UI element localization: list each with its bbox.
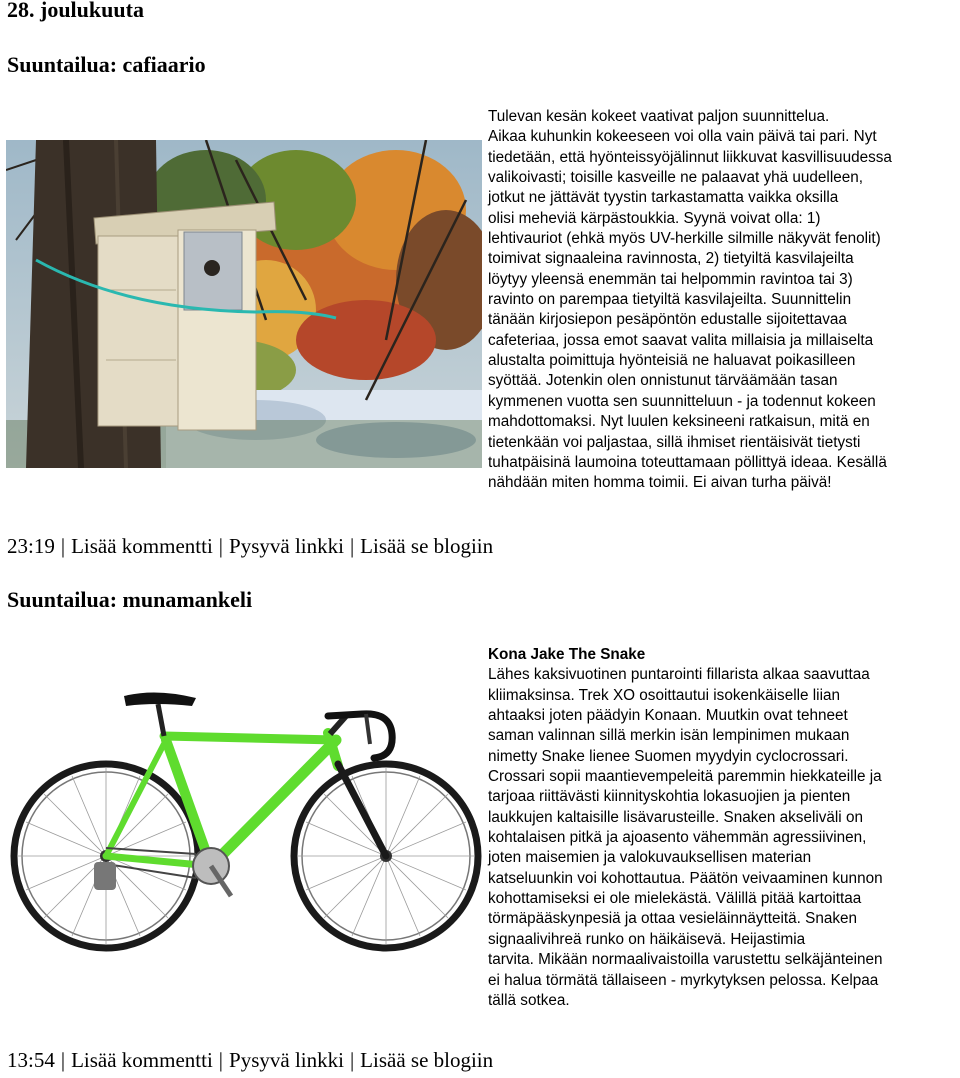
add-to-blog-link[interactable]: Lisää se blogiin [360,534,494,558]
post-subtitle: Kona Jake The Snake [488,646,646,663]
text-line: kohtalaisen pitkä ja ajoasento vähemmän agressiivinen, [488,829,867,847]
permalink-link[interactable]: Pysyvä linkki [229,534,344,558]
footer-separator: | [349,534,355,558]
post-time: 13:54 [7,1048,55,1072]
footer-separator: | [349,1048,355,1072]
footer-separator: | [218,1048,224,1072]
text-line: olisi meheviä kärpästoukkia. Syynä voivat olla: 1) [488,209,821,227]
post-footer [7,1048,493,1073]
bicycle-photo [6,678,482,978]
text-line: tietenkään voi paljastaa, sillä ihmiset rientäisivät tietysti [488,433,861,451]
birdhouse-photo [6,140,482,468]
text-line: katseluunkin voi kohottautua. Päätön veivaaminen kunnon [488,869,883,887]
permalink-link[interactable]: Pysyvä linkki [229,1048,344,1072]
post-footer [7,534,493,559]
post-title: Suuntailua: munamankeli [7,587,253,612]
text-line: kliimaksinsa. Trek XO osoittautui isokenkäiselle liian [488,686,840,704]
footer-separator: | [60,534,66,558]
text-line: valikoivasti; toisille kasveille ne palaavat yhä uudelleen, [488,169,863,187]
text-line: tarjoaa riittävästi kiinnityskohtia lokasuojien ja pienten [488,788,851,806]
text-line: alustalta poimittuja hyönteisiä ne haluavat poikasilleen [488,352,856,370]
text-line: törmäpääskynpesiä ja ottaa vesieläinnäytteitä. Snaken [488,910,858,928]
text-line: tarvita. Mikään normaalivaistoilla varustettu selkäjänteinen [488,951,883,969]
text-line: ei halua törmätä tällaiseen - myrkytyksen pelossa. Kelpaa [488,971,879,989]
post-title: Suuntailua: cafiaario [7,52,206,77]
text-line: nimetty Snake lienee Suomen myydyin cyclocrossari. [488,747,849,765]
add-comment-link[interactable]: Lisää kommentti [71,534,213,558]
text-line: toimivat signaaleina ravinnosta, 2) tietyiltä kasvilajeilta [488,250,854,268]
add-to-blog-link[interactable]: Lisää se blogiin [360,1048,494,1072]
text-line: cafeteriaa, jossa emot saavat valita millaisia ja millaiselta [488,331,874,349]
text-line: Lähes kaksivuotinen puntarointi fillarista alkaa saavuttaa [488,666,870,684]
text-line: tänään kirjosiepon pesäpöntön edustalle sijoitettavaa [488,311,847,329]
footer-separator: | [218,534,224,558]
text-line: Tulevan kesän kokeet vaativat paljon suunnittelua. [488,108,830,125]
text-line: jotkut ne jättävät tyystin tarkastamatta vaikka oksilla [488,189,839,207]
text-line: lehtivauriot (ehkä myös UV-herkille silmille näkyvät fenolit) [488,230,881,248]
add-comment-link[interactable]: Lisää kommentti [71,1048,213,1072]
text-line: signaalivihreä runko on häikäisevä. Heijastimia [488,930,806,948]
text-line: saman valinnan sillä merkin isän lempinimen mukaan [488,727,850,745]
text-line: ravinto on parempaa tietyiltä kasvilajeilta. Suunnittelin [488,291,852,309]
text-line: syöttää. Jotenkin olen onnistunut tärväämään tasan [488,372,838,390]
post-body [488,107,958,494]
text-line: löytyy yleensä enemmän tai helpommin ravintoa tai 3) [488,270,853,288]
text-line: joten maisemien ja valokuvauksellisen materian [488,849,812,867]
text-line: tällä sotkea. [488,991,570,1009]
date-header: 28. joulukuuta [7,0,144,22]
text-line: kymmenen vuotta sen suunnitteluun - ja todennut kokeen [488,392,876,410]
footer-separator: | [60,1048,66,1072]
text-line: Crossari sopii maantievempeleitä paremmin hiekkateille ja [488,768,882,786]
text-line: ahtaaksi joten päädyin Konaan. Muutkin ovat tehneet [488,707,848,725]
text-line: tiedetään, että hyönteissyöjälinnut liikkuvat kasvillisuudessa [488,148,892,166]
text-line: mahdottomaksi. Nyt luulen keksineeni ratkaisun, mitä en [488,413,870,431]
post-time: 23:19 [7,534,55,558]
text-line: tuhatpäisinä laumoina toteuttamaan pöllittyä ideaa. Kesällä [488,453,887,471]
text-line: laukkujen kaltaisille lisävarusteille. Snaken akseliväli on [488,808,863,826]
post-body [488,645,958,1011]
text-line: Aikaa kuhunkin kokeeseen voi olla vain päivä tai pari. Nyt [488,128,877,146]
text-line: nähdään miten homma toimii. Ei aivan turha päivä! [488,474,832,492]
text-line: kohottamiseksi ei ole mielekästä. Välillä pitää kartoittaa [488,890,862,908]
